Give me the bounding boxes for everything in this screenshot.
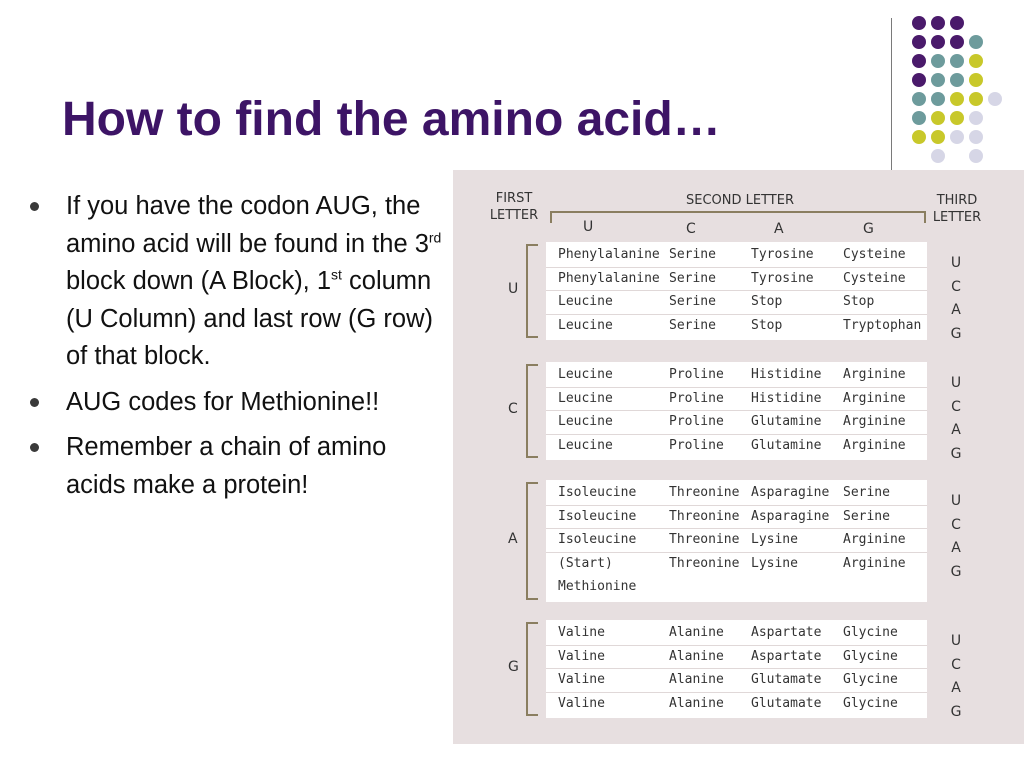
codon-row — [546, 244, 927, 267]
amino-acid-cell: Proline — [669, 437, 724, 453]
bullet-item: AUG codes for Methionine!! — [30, 384, 450, 422]
amino-acid-cell: Serine — [843, 485, 890, 500]
third-letter-header: THIRD LETTER — [932, 193, 982, 225]
decor-dot — [931, 35, 945, 49]
amino-acid-cell: Histidine — [751, 390, 822, 406]
codon-row — [546, 388, 927, 411]
amino-acid-cell: Aspartate — [751, 648, 822, 664]
decor-dot — [950, 35, 964, 49]
decor-dot — [950, 130, 964, 144]
decor-dot — [931, 111, 945, 125]
amino-acid-cell: Threonine — [669, 485, 740, 500]
amino-acid-cell: Alanine — [669, 648, 724, 664]
amino-acid-cell: Glutamine — [751, 437, 822, 453]
bullet-dot — [30, 443, 39, 452]
third-letter: G — [950, 325, 962, 342]
amino-acid-cell: Proline — [669, 367, 724, 382]
amino-acid-cell: Alanine — [669, 695, 724, 711]
decor-dot — [988, 92, 1002, 106]
first-letter-bracket — [526, 622, 538, 716]
second-letter-c: C — [686, 221, 696, 237]
decor-dot — [912, 111, 926, 125]
amino-acid-cell: Leucine — [558, 367, 613, 382]
amino-acid-cell: Asparagine — [751, 485, 830, 500]
bullet-item: Remember a chain of amino acids make a protein! — [30, 429, 450, 504]
amino-acid-cell: Histidine — [751, 367, 822, 382]
amino-acid-cell: Leucine — [558, 317, 613, 333]
amino-acid-cell: Tryptophan — [843, 317, 922, 333]
decor-dot — [969, 54, 983, 68]
third-letter: G — [950, 563, 962, 580]
third-letter: U — [950, 633, 962, 649]
codon-row — [546, 435, 927, 458]
bullet-dot — [30, 202, 39, 211]
decor-dot — [950, 16, 964, 30]
codon-block-a — [546, 480, 927, 602]
codon-row — [546, 315, 927, 338]
amino-acid-cell: Valine — [558, 695, 605, 711]
decor-dot — [931, 130, 945, 144]
decor-dot — [931, 149, 945, 163]
decor-dot — [969, 111, 983, 125]
first-letter-u: U — [508, 281, 519, 297]
amino-acid-cell: (Start) — [558, 555, 613, 571]
amino-acid-cell: Serine — [669, 270, 716, 286]
amino-acid-cell: Leucine — [558, 414, 613, 429]
second-letter-a: A — [774, 221, 784, 237]
amino-acid-cell: Arginine — [843, 437, 906, 453]
first-letter-a: A — [508, 531, 518, 547]
codon-row — [546, 482, 927, 505]
decor-dot — [950, 111, 964, 125]
amino-acid-cell: Arginine — [843, 390, 906, 406]
amino-acid-cell: Valine — [558, 625, 605, 640]
amino-acid-cell: Arginine — [843, 367, 906, 382]
amino-acid-cell: Aspartate — [751, 625, 822, 640]
codon-row — [546, 646, 927, 669]
decor-dot — [912, 54, 926, 68]
third-letter: A — [951, 680, 961, 696]
decor-dot — [931, 92, 945, 106]
third-letter: C — [951, 398, 961, 415]
amino-acid-cell: Alanine — [669, 672, 724, 687]
first-letter-bracket — [526, 244, 538, 338]
amino-acid-cell: Stop — [751, 294, 783, 309]
amino-acid-cell: Leucine — [558, 294, 613, 309]
amino-acid-cell: Serine — [669, 294, 716, 309]
codon-row — [546, 268, 927, 291]
first-letter-c: C — [508, 401, 518, 417]
amino-acid-cell: Phenylalanine — [558, 270, 660, 286]
codon-row — [546, 506, 927, 529]
second-letter-u: U — [583, 219, 594, 235]
third-letter: C — [951, 516, 961, 533]
amino-acid-cell: Isoleucine — [558, 508, 637, 524]
codon-block-g — [546, 620, 927, 718]
decor-dot — [969, 130, 983, 144]
second-letter-g: G — [863, 221, 874, 237]
amino-acid-cell: Cysteine — [843, 247, 906, 262]
decor-dot — [950, 92, 964, 106]
third-letter: A — [951, 422, 961, 438]
slide-title: How to find the amino acid… — [62, 93, 721, 146]
amino-acid-cell: Tyrosine — [751, 247, 814, 262]
decor-dot — [912, 35, 926, 49]
third-letter: A — [951, 540, 961, 556]
amino-acid-cell: Glycine — [843, 648, 898, 664]
codon-row — [546, 529, 927, 552]
divider-line — [891, 18, 892, 170]
amino-acid-cell: Arginine — [843, 414, 906, 429]
amino-acid-cell: Serine — [669, 247, 716, 262]
codon-row — [546, 553, 927, 576]
amino-acid-cell: Threonine — [669, 508, 740, 524]
third-letter: G — [950, 445, 962, 462]
first-letter-bracket — [526, 482, 538, 600]
first-letter-header: FIRST LETTER — [489, 191, 539, 223]
amino-acid-cell: Glycine — [843, 672, 898, 687]
codon-row — [546, 622, 927, 645]
third-letter: U — [950, 375, 962, 391]
third-letter: U — [950, 255, 962, 271]
amino-acid-cell: Isoleucine — [558, 485, 637, 500]
first-letter-g: G — [508, 659, 519, 675]
amino-acid-cell: Serine — [669, 317, 716, 333]
decor-dot — [950, 54, 964, 68]
amino-acid-cell: Phenylalanine — [558, 247, 660, 262]
amino-acid-cell: Stop — [751, 317, 783, 333]
codon-row — [546, 411, 927, 434]
amino-acid-cell: Asparagine — [751, 508, 830, 524]
third-letter: G — [950, 703, 962, 720]
amino-acid-cell: Glutamate — [751, 695, 822, 711]
amino-acid-cell: Arginine — [843, 555, 906, 571]
bullet-item: If you have the codon AUG, the amino acid will be found in the 3rd block down (A Block), 1st column (U Column) and last row (G row) of that block. — [30, 188, 450, 376]
decor-dot — [912, 16, 926, 30]
amino-acid-cell: Proline — [669, 390, 724, 406]
decor-dot — [969, 92, 983, 106]
amino-acid-cell: Serine — [843, 508, 890, 524]
amino-acid-cell: Glycine — [843, 625, 898, 640]
amino-acid-cell: Glutamine — [751, 414, 822, 429]
third-letter: A — [951, 302, 961, 318]
third-letter: U — [950, 493, 962, 509]
amino-acid-cell: Leucine — [558, 437, 613, 453]
amino-acid-cell: Threonine — [669, 555, 740, 571]
decor-dot — [950, 73, 964, 87]
amino-acid-cell: Alanine — [669, 625, 724, 640]
decor-dot — [931, 73, 945, 87]
amino-acid-cell: Proline — [669, 414, 724, 429]
decor-dot — [931, 16, 945, 30]
decor-dot — [912, 130, 926, 144]
decor-dot — [969, 149, 983, 163]
codon-row — [546, 693, 927, 716]
amino-acid-cell: Cysteine — [843, 270, 906, 286]
second-letter-header: SECOND LETTER — [686, 193, 794, 208]
amino-acid-cell: Lysine — [751, 555, 798, 571]
amino-acid-cell: Methionine — [558, 579, 637, 594]
first-letter-bracket — [526, 364, 538, 458]
decor-dot — [912, 92, 926, 106]
codon-row — [546, 669, 927, 692]
amino-acid-cell: Valine — [558, 648, 605, 664]
codon-block-u — [546, 242, 927, 340]
third-letter: C — [951, 278, 961, 295]
amino-acid-cell: Isoleucine — [558, 532, 637, 547]
decor-dot — [912, 73, 926, 87]
third-letter: C — [951, 656, 961, 673]
amino-acid-cell: Glycine — [843, 695, 898, 711]
bullet-list — [30, 188, 450, 512]
amino-acid-cell: Valine — [558, 672, 605, 687]
decor-dot — [969, 73, 983, 87]
amino-acid-cell: Leucine — [558, 390, 613, 406]
amino-acid-cell: Arginine — [843, 532, 906, 547]
decor-dot — [931, 54, 945, 68]
decor-dot — [969, 35, 983, 49]
amino-acid-cell: Glutamate — [751, 672, 822, 687]
amino-acid-cell: Tyrosine — [751, 270, 814, 286]
amino-acid-cell: Lysine — [751, 532, 798, 547]
codon-row — [546, 291, 927, 314]
codon-row — [546, 364, 927, 387]
bullet-dot — [30, 398, 39, 407]
amino-acid-cell: Threonine — [669, 532, 740, 547]
amino-acid-cell: Stop — [843, 294, 875, 309]
codon-block-c — [546, 362, 927, 460]
